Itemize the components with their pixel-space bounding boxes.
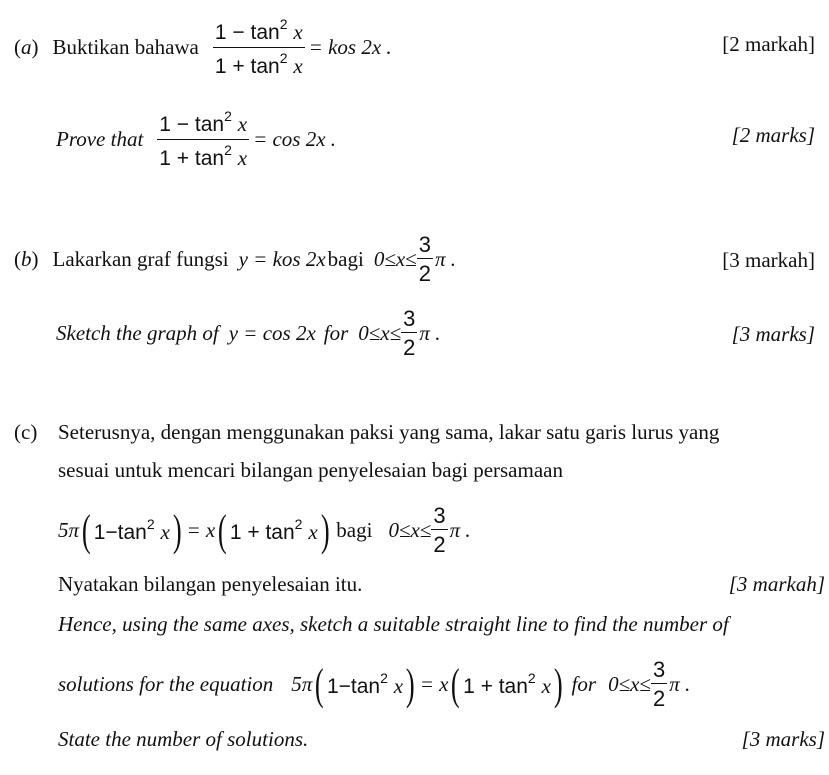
part-a-en-fraction: $\frac{1 - \tan^2 x}{1 + \tan^2 x}$ — [159, 108, 248, 170]
part-b-en-range-left: 0≤x≤ — [358, 321, 402, 345]
part-c-en-state: State the number of solutions. — [58, 727, 309, 751]
part-c-ms-line1: Seterusnya, dengan menggunakan paksi yang sama, lakar satu garis lurus yang — [58, 420, 720, 444]
part-b-en-range-fraction: $\frac{3}{2}$ — [403, 306, 416, 360]
part-b-range-fraction: $\frac{3}{2}$ — [418, 232, 431, 286]
part-a-malay — [14, 16, 392, 79]
part-a-en-rhs: = cos 2x . — [253, 127, 337, 151]
part-b-en-mid: for — [323, 321, 349, 345]
part-a-ms-rhs: = kos 2x . — [308, 35, 392, 59]
part-b-range-right: π . — [434, 247, 456, 271]
part-a-label: (a) — [14, 35, 39, 59]
part-b-range-left: 0≤x≤ — [373, 247, 417, 271]
part-a-en-text: Prove that — [56, 127, 144, 151]
part-b-english — [56, 306, 440, 361]
part-b-ms-eq: y = kos 2x — [238, 247, 326, 271]
part-c-ms-marks: [3 markah] — [728, 572, 825, 596]
part-c-en-marks: [3 marks] — [741, 727, 825, 751]
part-b-ms-mid: bagi — [327, 247, 364, 271]
part-a-ms-marks: [2 markah] — [722, 32, 815, 56]
part-c-ms-line2: sesuai untuk mencari bilangan penyelesaian bagi persamaan — [58, 458, 563, 482]
part-a-english — [56, 108, 336, 171]
part-b-en-marks: [3 marks] — [731, 322, 815, 346]
part-b-malay — [14, 232, 456, 287]
part-c-ms-state: Nyatakan bilangan penyelesaian itu. — [58, 572, 363, 596]
part-b-en-text: Sketch the graph of — [56, 321, 219, 345]
part-b-en-range-right: π . — [419, 321, 441, 345]
part-b-label: (b) — [14, 247, 39, 271]
part-a-en-marks: [2 marks] — [731, 123, 815, 147]
part-b-en-eq: y = cos 2x — [228, 321, 316, 345]
part-a-ms-text: Buktikan bahawa — [52, 35, 199, 59]
part-c-label: (c) — [14, 420, 38, 444]
part-b-ms-marks: [3 markah] — [722, 248, 815, 272]
part-a-ms-fraction: $\frac{1 - \tan^2 x}{1 + \tan^2 x}$ — [214, 16, 303, 78]
part-b-ms-text: Lakarkan graf fungsi — [52, 247, 229, 271]
part-c-ms-equation: 5π ( $1-\tan^2$ x ) = x ( $1 + \tan^2 x$ ) bagi 0≤x≤ $\frac{3}{2}$ π . — [58, 503, 471, 557]
part-c-en-equation-line: solutions for the equation 5π ( $1-\tan^2$ x ) = x ( $1 + \tan^2 x$ ) for 0≤x≤ $\frac{3}{2}$ π . — [58, 657, 691, 711]
part-c-en-line1: Hence, using the same axes, sketch a suitable straight line to find the number of — [58, 612, 729, 636]
